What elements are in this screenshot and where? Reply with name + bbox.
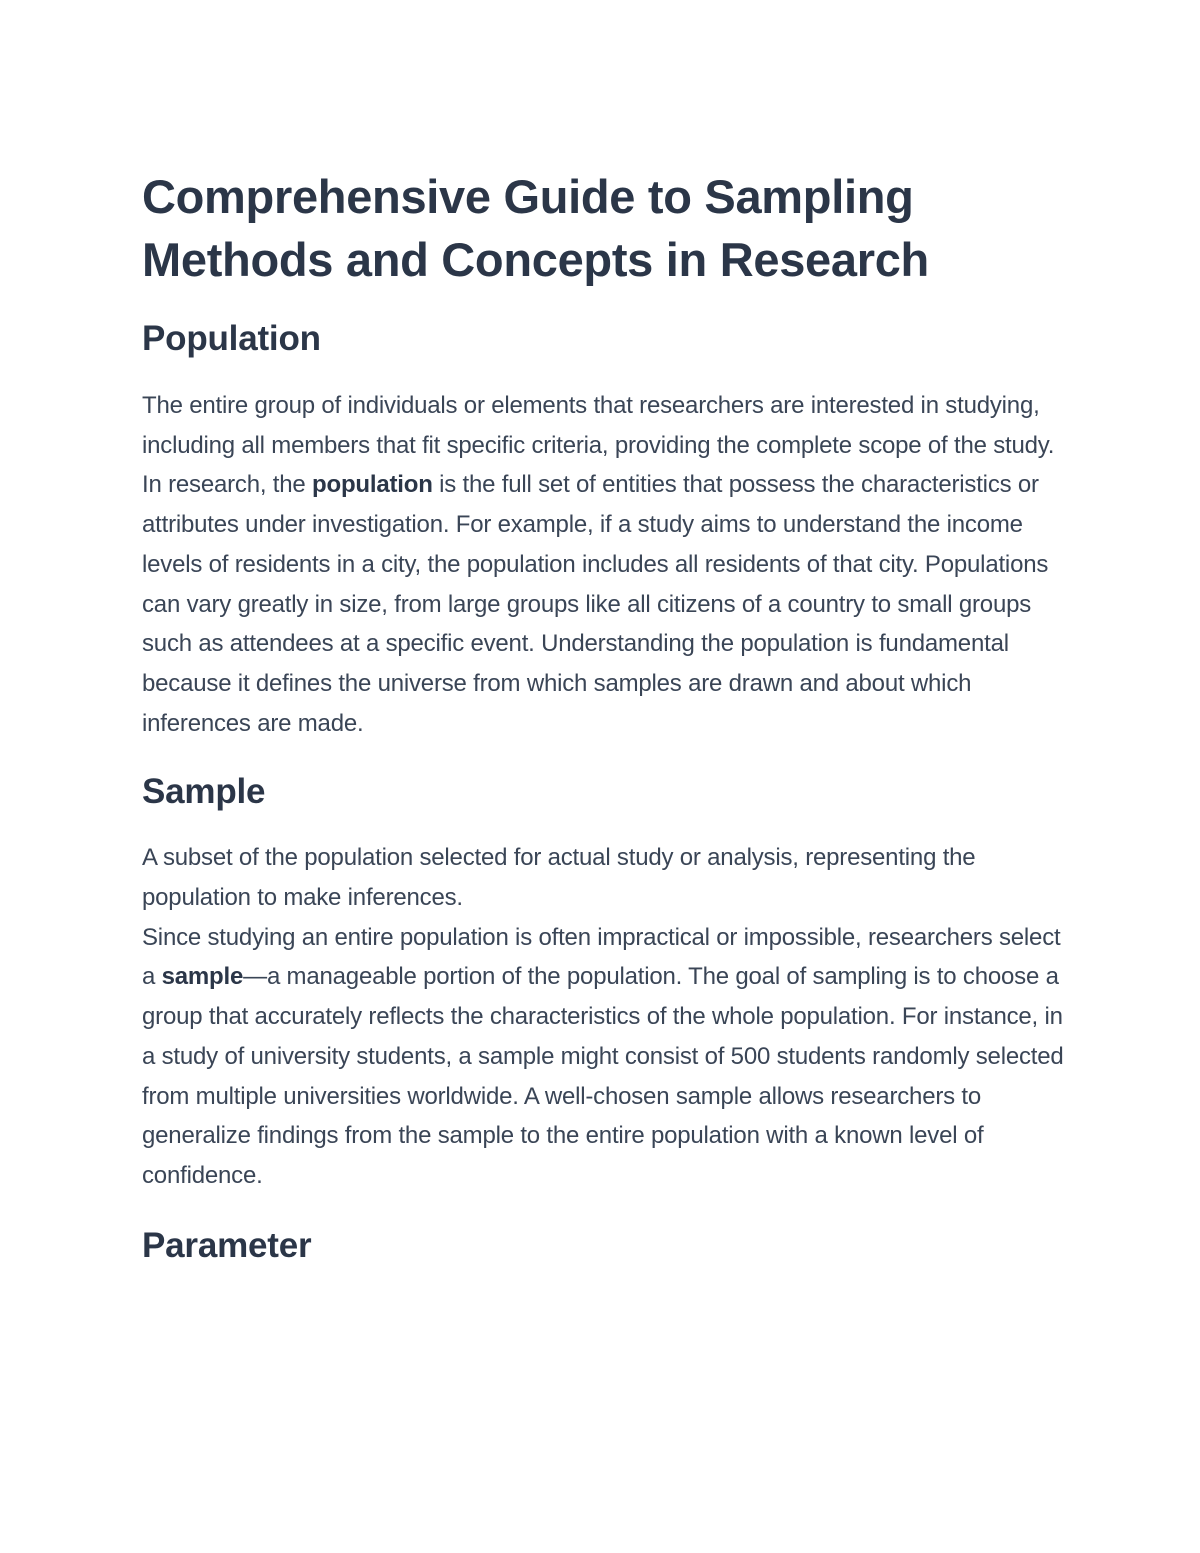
sample-body-intro: Since studying an entire population is often impractical or impossible, researchers select a	[142, 923, 1061, 991]
section-heading-parameter: Parameter	[142, 1225, 312, 1265]
section-heading-population: Population	[142, 319, 321, 358]
population-term: population	[312, 471, 433, 499]
population-definition: The entire group of individuals or elements that researchers are interested in studying, including all members that fit specific criteria, providing the complete scope of the study.	[142, 392, 1055, 459]
section-parameter	[142, 1226, 1072, 1266]
document-page	[142, 165, 1072, 1266]
sample-body	[142, 918, 1072, 1196]
population-body	[142, 465, 1072, 743]
section-sample	[142, 772, 1072, 1195]
sample-term: sample	[161, 963, 244, 991]
population-body-intro: In research, the	[142, 471, 313, 499]
sample-definition: A subset of the population selected for actual study or analysis, representing the population to make inferences.	[142, 844, 976, 912]
sample-body-rest: —a manageable portion of the population. The goal of sampling is to choose a group that accurately reflects the characteristics of the whole population. For instance, in a study of university students, a sample might consist of 500 students randomly selected from multiple universities worldwide. A well-chosen sample allows researchers to generalize findings from the sample to the entire population with a known level of confidence.	[142, 963, 1064, 1189]
section-heading-sample: Sample	[142, 772, 266, 812]
population-body-rest: is the full set of entities that possess the characteristics or attributes under investigation. For example, if a study aims to understand the income levels of residents in a city, the population includes all residents of that city. Populations can vary greatly in size, from large groups like all citizens of a country to small groups such as attendees at a specific event. Understanding the population is fundamental because it defines the universe from which samples are drawn and about which inferences are made.	[142, 471, 1049, 737]
document-title: Comprehensive Guide to Sampling Methods and Concepts in Research	[142, 170, 929, 286]
section-population	[142, 319, 1072, 743]
